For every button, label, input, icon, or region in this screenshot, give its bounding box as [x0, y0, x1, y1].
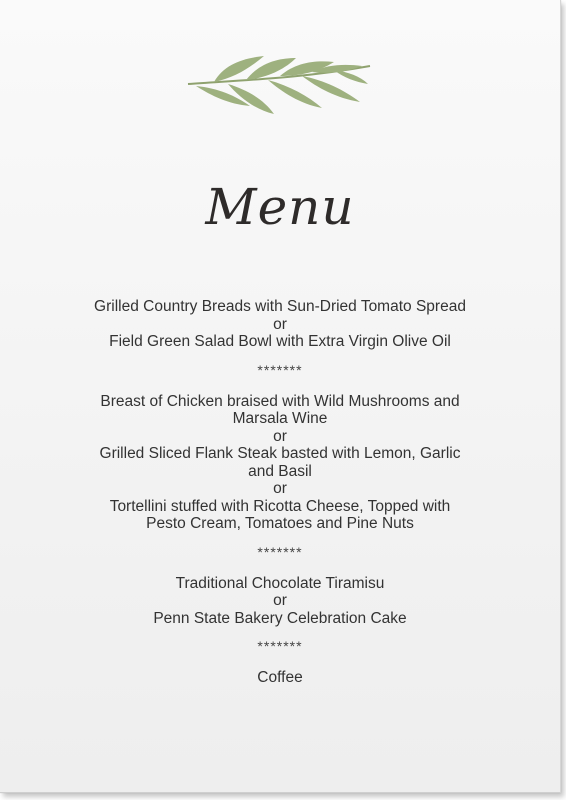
menu-item: Penn State Bakery Celebration Cake — [153, 609, 407, 627]
course-starters — [90, 298, 470, 351]
menu-item: Grilled Sliced Flank Steak basted with Lemon, Garlic and Basil — [99, 445, 461, 480]
menu-item: Tortellini stuffed with Ricotta Cheese, Topped with Pesto Cream, Tomatoes and Pine Nuts — [109, 497, 451, 532]
menu-item: Grilled Country Breads with Sun-Dried Tomato Spread — [94, 298, 466, 315]
or-divider: or — [273, 592, 287, 609]
menu-item: Field Green Salad Bowl with Extra Virgin Olive Oil — [109, 333, 451, 350]
course-desserts — [90, 575, 470, 628]
menu-list — [90, 298, 470, 687]
menu-item: Traditional Chocolate Tiramisu — [175, 574, 385, 592]
course-beverage — [90, 669, 470, 687]
course-separator: ******* — [257, 361, 303, 378]
course-separator: ******* — [257, 543, 303, 560]
menu-title: Menu — [205, 178, 355, 236]
olive-branch-icon — [184, 52, 374, 122]
course-mains — [90, 393, 470, 533]
menu-item: Breast of Chicken braised with Wild Mushrooms and Marsala Wine — [100, 392, 460, 427]
or-divider: or — [273, 480, 287, 497]
course-separator: ******* — [257, 638, 303, 654]
or-divider: or — [273, 315, 287, 333]
or-divider: or — [273, 427, 287, 445]
menu-item: Coffee — [257, 669, 303, 686]
